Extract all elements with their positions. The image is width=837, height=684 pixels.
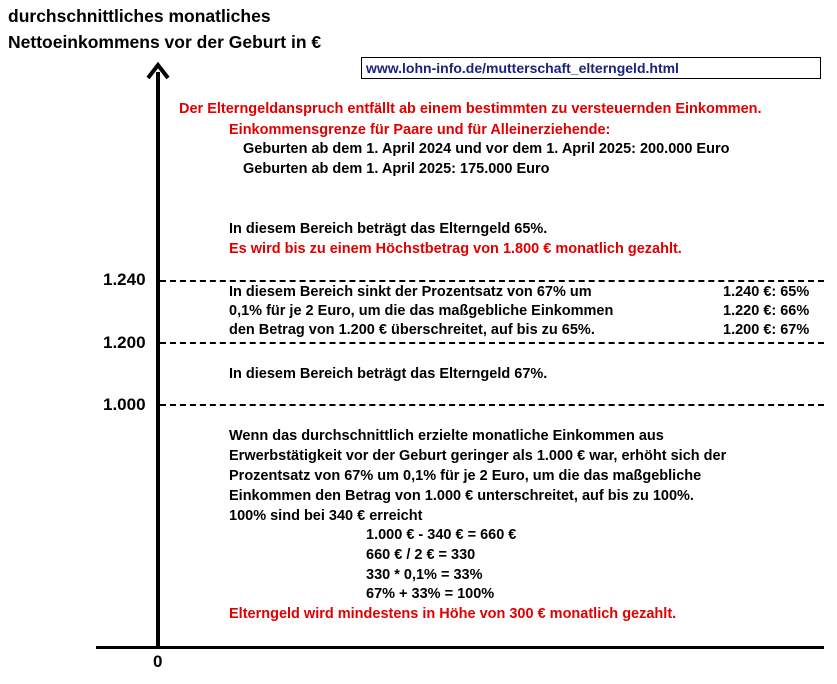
section-65-text: In diesem Bereich beträgt das Elterngeld 65%. — [229, 221, 548, 237]
threshold-line-1000 — [160, 404, 824, 406]
low-income-line-1: Wenn das durchschnittlich erzielte monatliche Einkommen aus — [229, 428, 664, 444]
income-limit-subheading: Einkommensgrenze für Paare und für Alleinerziehende: — [229, 122, 611, 138]
transition-rate-1220: 1.220 €: 66% — [723, 303, 810, 319]
section-65-maximum: Es wird bis zu einem Höchstbetrag von 1.800 € monatlich gezahlt. — [229, 241, 682, 257]
transition-rate-1200: 1.200 €: 67% — [723, 322, 810, 338]
y-axis-line — [156, 72, 160, 648]
tick-1240: 1.240 — [103, 270, 146, 289]
tick-0: 0 — [153, 652, 163, 671]
axis-title-line1: durchschnittliches monatliches — [8, 6, 271, 26]
low-income-line-5: 100% sind bei 340 € erreicht — [229, 508, 423, 524]
income-limit-line-1: Geburten ab dem 1. April 2024 und vor dem 1. April 2025: 200.000 Euro — [243, 141, 730, 157]
x-axis-line — [96, 646, 824, 649]
source-url[interactable]: www.lohn-info.de/mutterschaft_elterngeld.html — [361, 57, 821, 79]
tick-1200: 1.200 — [103, 333, 146, 352]
tick-1000: 1.000 — [103, 395, 146, 414]
axis-title-line2: Nettoeinkommens vor der Geburt in € — [8, 32, 322, 52]
transition-rate-1240: 1.240 €: 65% — [723, 284, 810, 300]
income-limit-line-2: Geburten ab dem 1. April 2025: 175.000 Euro — [243, 161, 550, 177]
calculation-line-3: 330 * 0,1% = 33% — [366, 567, 483, 583]
threshold-line-1200 — [160, 342, 824, 344]
calculation-line-2: 660 € / 2 € = 330 — [366, 547, 476, 563]
transition-line-1: In diesem Bereich sinkt der Prozentsatz von 67% um — [229, 284, 592, 300]
transition-line-3: den Betrag von 1.200 € überschreitet, auf bis zu 65%. — [229, 322, 595, 338]
calculation-line-1: 1.000 € - 340 € = 660 € — [366, 527, 517, 543]
threshold-line-1240 — [160, 280, 824, 282]
transition-line-2: 0,1% für je 2 Euro, um die das maßgebliche Einkommen — [229, 303, 614, 319]
income-limit-heading: Der Elterngeldanspruch entfällt ab einem bestimmten zu versteuernden Einkommen. — [179, 101, 762, 117]
calculation-line-4: 67% + 33% = 100% — [366, 586, 495, 602]
low-income-line-2: Erwerbstätigkeit vor der Geburt geringer als 1.000 € war, erhöht sich der — [229, 448, 727, 464]
section-67-text: In diesem Bereich beträgt das Elterngeld 67%. — [229, 366, 548, 382]
minimum-payment-text: Elterngeld wird mindestens in Höhe von 300 € monatlich gezahlt. — [229, 606, 677, 622]
low-income-line-3: Prozentsatz von 67% um 0,1% für je 2 Euro, um die das maßgebliche — [229, 468, 702, 484]
low-income-line-4: Einkommen den Betrag von 1.000 € unterschreitet, auf bis zu 100%. — [229, 488, 694, 504]
